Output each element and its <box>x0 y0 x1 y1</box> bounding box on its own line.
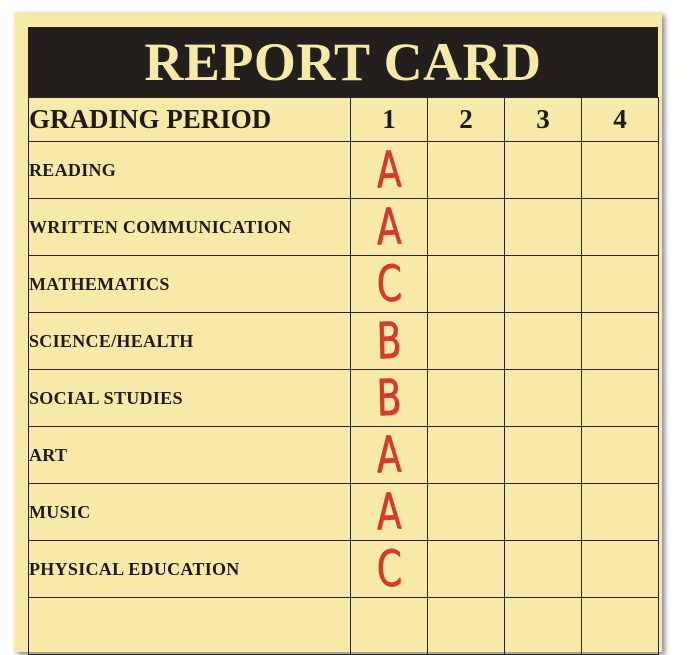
subject-written-communication: WRITTEN COMMUNICATION <box>29 199 351 256</box>
grade-cell <box>351 313 428 370</box>
empty-grade-cell <box>505 313 582 370</box>
table-row <box>29 142 659 199</box>
period-2-header: 2 <box>428 98 505 142</box>
grades-table <box>28 97 659 655</box>
table-row <box>29 256 659 313</box>
subject-reading: READING <box>29 142 351 199</box>
empty-grade-cell <box>505 142 582 199</box>
empty-grade-cell <box>428 142 505 199</box>
period-4-header: 4 <box>582 98 659 142</box>
empty-grade-cell <box>582 256 659 313</box>
empty-grade-cell <box>428 313 505 370</box>
header-row <box>29 98 659 142</box>
empty-grade-cell <box>582 142 659 199</box>
grade-cell <box>351 427 428 484</box>
handwritten-grade: B <box>375 311 403 371</box>
empty-grade-cell <box>582 313 659 370</box>
table-row <box>29 484 659 541</box>
subject-music: MUSIC <box>29 484 351 541</box>
grade-cell <box>351 541 428 598</box>
subject-empty <box>29 598 351 655</box>
empty-grade-cell <box>582 484 659 541</box>
grade-cell <box>351 199 428 256</box>
table-row <box>29 199 659 256</box>
handwritten-grade: B <box>375 368 403 428</box>
period-1-header: 1 <box>351 98 428 142</box>
table-row <box>29 370 659 427</box>
grade-cell <box>351 142 428 199</box>
period-3-header: 3 <box>505 98 582 142</box>
empty-grade-cell <box>351 598 428 655</box>
table-row <box>29 427 659 484</box>
handwritten-grade: A <box>375 482 403 542</box>
empty-grade-cell <box>505 541 582 598</box>
report-card <box>14 12 662 652</box>
empty-grade-cell <box>582 541 659 598</box>
table-row <box>29 313 659 370</box>
subject-physical-education: PHYSICAL EDUCATION <box>29 541 351 598</box>
grading-period-label: GRADING PERIOD <box>29 98 351 142</box>
empty-grade-cell <box>428 541 505 598</box>
empty-grade-cell <box>505 598 582 655</box>
empty-grade-cell <box>428 256 505 313</box>
empty-grade-cell <box>428 427 505 484</box>
grade-cell <box>351 484 428 541</box>
grade-cell <box>351 256 428 313</box>
table-row <box>29 598 659 655</box>
empty-grade-cell <box>505 370 582 427</box>
empty-grade-cell <box>428 598 505 655</box>
handwritten-grade: A <box>375 197 403 257</box>
table-row <box>29 541 659 598</box>
handwritten-grade: C <box>375 254 403 314</box>
empty-grade-cell <box>428 484 505 541</box>
empty-grade-cell <box>505 256 582 313</box>
subject-mathematics: MATHEMATICS <box>29 256 351 313</box>
empty-grade-cell <box>582 427 659 484</box>
subject-art: ART <box>29 427 351 484</box>
empty-grade-cell <box>582 370 659 427</box>
subject-science-health: SCIENCE/HEALTH <box>29 313 351 370</box>
handwritten-grade: A <box>375 425 403 485</box>
empty-grade-cell <box>582 598 659 655</box>
empty-grade-cell <box>428 370 505 427</box>
handwritten-grade: A <box>375 140 403 200</box>
grade-cell <box>351 370 428 427</box>
empty-grade-cell <box>505 199 582 256</box>
empty-grade-cell <box>428 199 505 256</box>
empty-grade-cell <box>505 427 582 484</box>
empty-grade-cell <box>505 484 582 541</box>
subject-social-studies: SOCIAL STUDIES <box>29 370 351 427</box>
handwritten-grade: C <box>375 539 403 599</box>
empty-grade-cell <box>582 199 659 256</box>
report-card-title: REPORT CARD <box>28 27 658 97</box>
